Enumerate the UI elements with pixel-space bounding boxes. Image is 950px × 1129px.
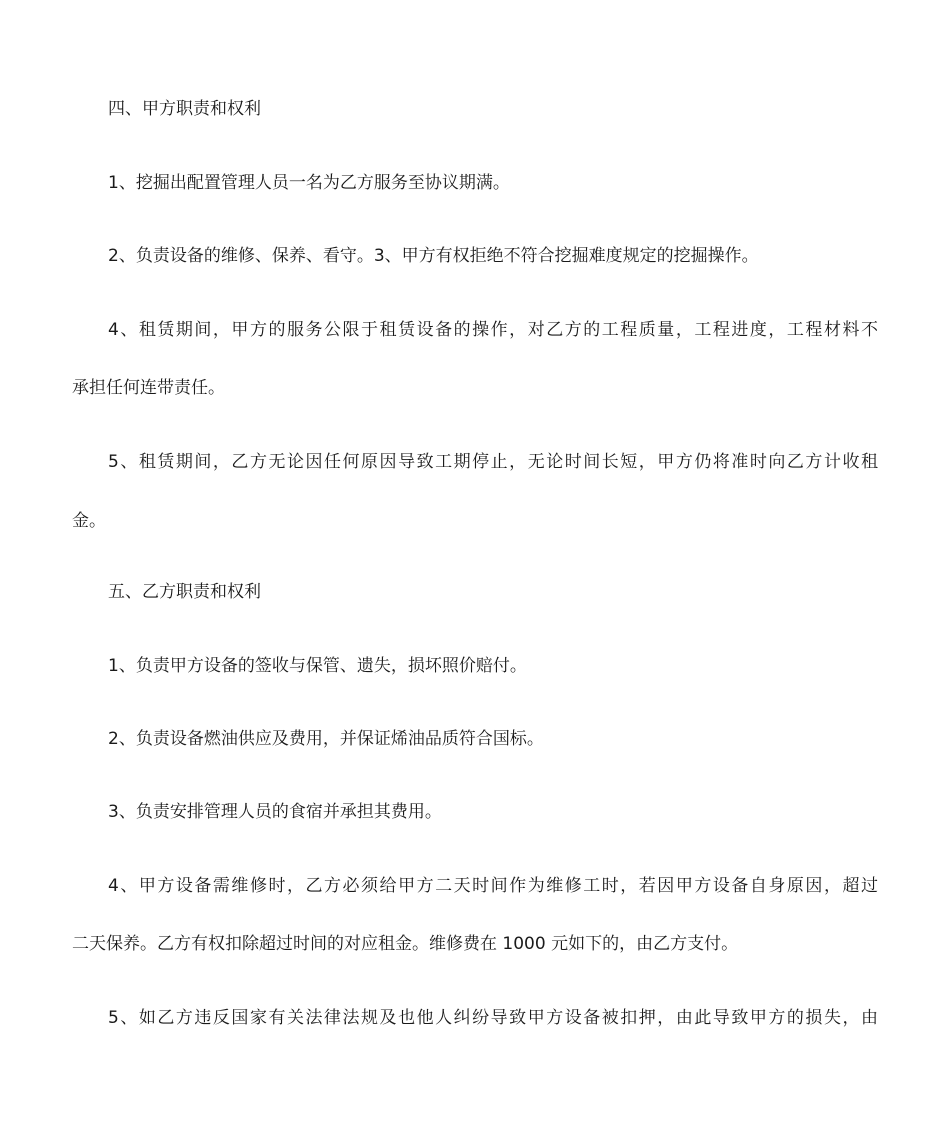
- paragraph-line: 4、租赁期间，甲方的服务公限于租赁设备的操作，对乙方的工程质量，工程进度，工程材料不: [108, 320, 878, 340]
- paragraph-line: 1、挖掘出配置管理人员一名为乙方服务至协议期满。: [108, 173, 510, 193]
- paragraph-line: 承担任何连带责任。: [72, 378, 225, 398]
- paragraph-line: 金。: [72, 511, 106, 531]
- paragraph-line: 5、租赁期间，乙方无论因任何原因导致工期停止，无论时间长短，甲方仍将准时向乙方计收租: [108, 452, 878, 472]
- paragraph-line: 2、负责设备的维修、保养、看守。3、甲方有权拒绝不符合挖掘难度规定的挖掘操作。: [108, 246, 759, 266]
- section-heading-party-a: 四、甲方职责和权利: [108, 99, 261, 119]
- paragraph-line: 2、负责设备燃油供应及费用，并保证烯油品质符合国标。: [108, 729, 544, 749]
- paragraph-line: 3、负责安排管理人员的食宿并承担其费用。: [108, 802, 442, 822]
- section-heading-party-b: 五、乙方职责和权利: [108, 582, 261, 602]
- paragraph-line: 4、甲方设备需维修时，乙方必须给甲方二天时间作为维修工时，若因甲方设备自身原因，超过: [108, 876, 878, 896]
- paragraph-line: 1、负责甲方设备的签收与保管、遗失，损坏照价赔付。: [108, 656, 527, 676]
- paragraph-line: 5、如乙方违反国家有关法律法规及也他人纠纷导致甲方设备被扣押，由此导致甲方的损失，由: [108, 1008, 878, 1028]
- paragraph-line: 二天保养。乙方有权扣除超过时间的对应租金。维修费在 1000 元如下的，由乙方支付。: [72, 934, 739, 954]
